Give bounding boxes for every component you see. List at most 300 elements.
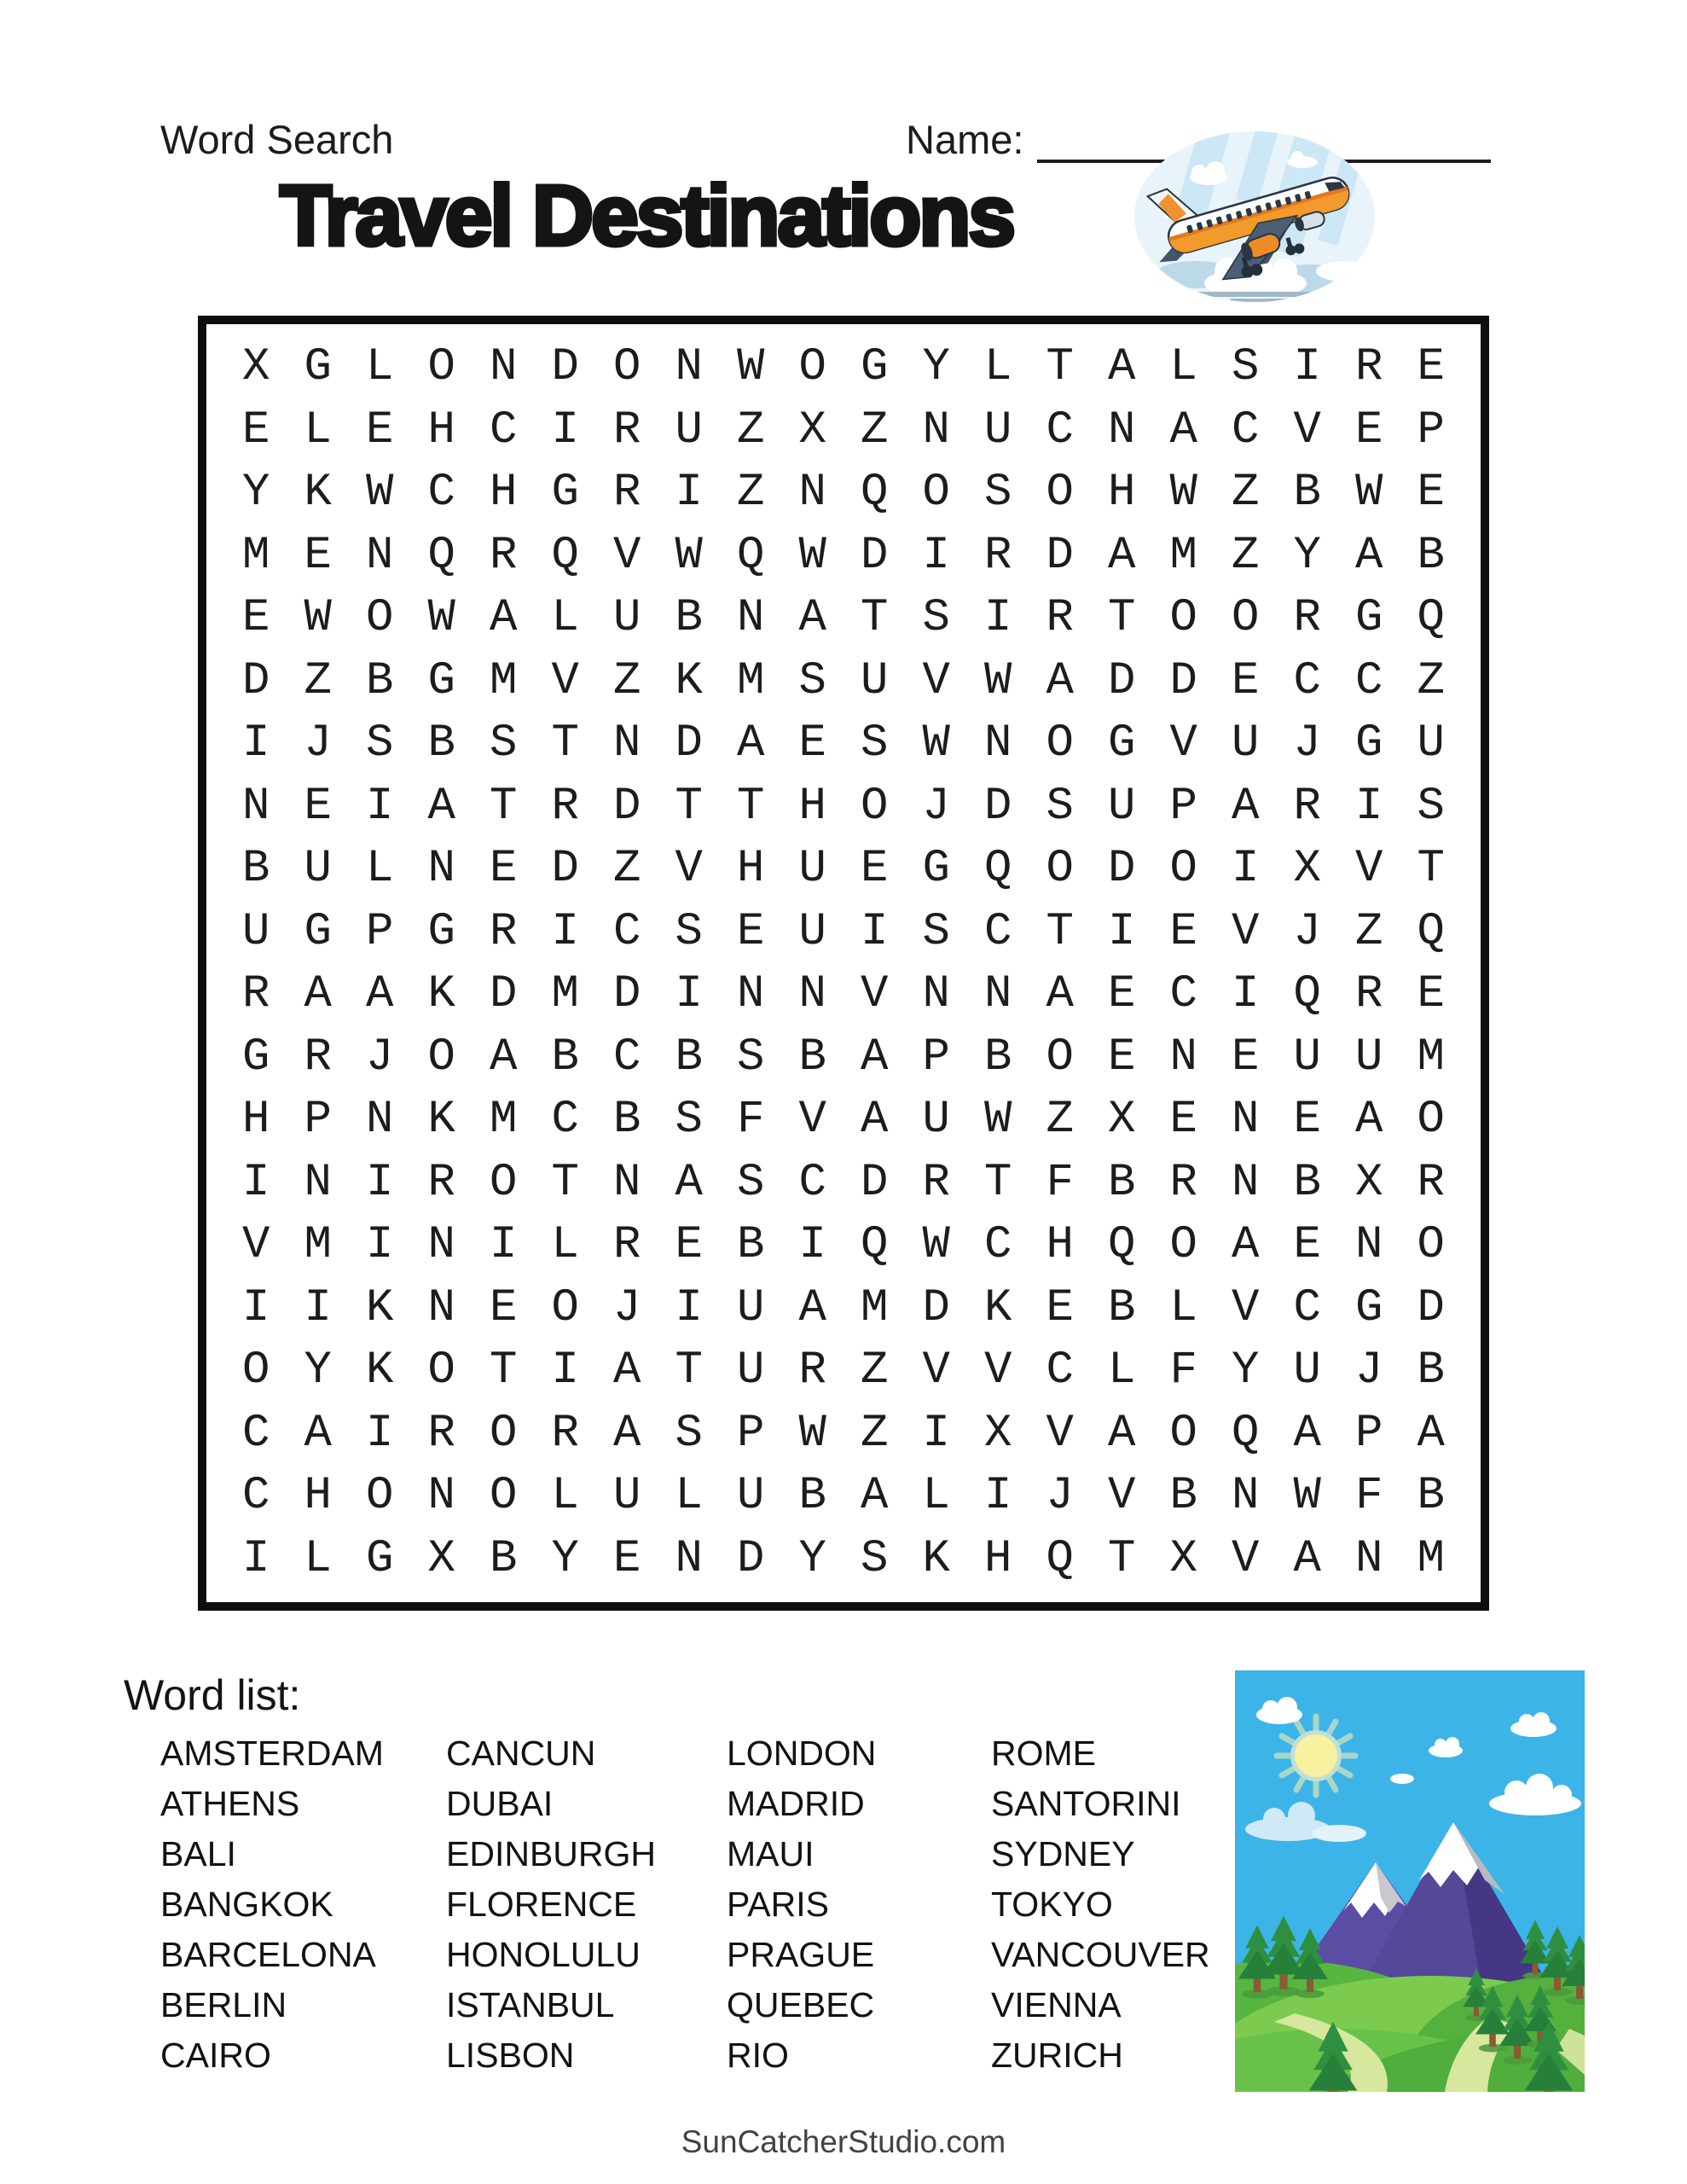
- grid-cell-letter: R: [242, 968, 270, 1021]
- grid-cell-letter: A: [675, 1156, 703, 1209]
- grid-cell-letter: E: [1293, 1094, 1321, 1147]
- word-list-column: [991, 1728, 1210, 2081]
- grid-cell-letter: T: [490, 780, 518, 833]
- landscape-illustration: [1235, 1670, 1585, 2092]
- grid-cell-letter: Y: [1232, 1345, 1260, 1397]
- grid-cell-letter: N: [1355, 1219, 1383, 1272]
- grid-cell-letter: T: [861, 592, 889, 645]
- grid-cell-letter: J: [1046, 1470, 1074, 1523]
- grid-cell-letter: O: [1046, 1031, 1074, 1083]
- grid-cell-letter: D: [861, 529, 889, 582]
- word-list-item: FLORENCE: [446, 1885, 637, 1924]
- grid-cell-letter: O: [861, 780, 889, 833]
- grid-cell-letter: L: [1169, 341, 1197, 394]
- grid-cell-letter: I: [490, 1219, 518, 1272]
- grid-row: [225, 1528, 1462, 1591]
- grid-cell-letter: E: [1417, 341, 1445, 394]
- grid-cell-letter: Z: [861, 404, 889, 456]
- grid-cell-letter: Q: [984, 843, 1012, 896]
- grid-cell-letter: E: [1108, 1031, 1136, 1083]
- grid-cell-letter: C: [242, 1470, 270, 1523]
- grid-cell-letter: T: [1108, 1532, 1136, 1585]
- grid-cell-letter: B: [366, 654, 394, 707]
- grid-cell-letter: R: [490, 905, 518, 958]
- grid-cell-letter: B: [1293, 1156, 1321, 1209]
- grid-cell-letter: A: [1108, 341, 1136, 394]
- grid-cell-letter: R: [427, 1156, 455, 1209]
- grid-cell-letter: S: [984, 467, 1012, 520]
- grid-cell-letter: S: [675, 905, 703, 958]
- word-list-item: SYDNEY: [991, 1834, 1135, 1873]
- grid-cell-letter: N: [675, 1532, 703, 1585]
- grid-cell-letter: Z: [1232, 467, 1260, 520]
- grid-cell-letter: T: [675, 1345, 703, 1397]
- grid-cell-letter: C: [984, 905, 1012, 958]
- grid-cell-letter: D: [1169, 654, 1197, 707]
- grid-cell-letter: H: [1108, 467, 1136, 520]
- grid-cell-letter: D: [490, 968, 518, 1021]
- grid-cell-letter: B: [798, 1031, 826, 1083]
- grid-cell-letter: U: [1293, 1345, 1321, 1397]
- grid-cell-letter: Z: [737, 467, 765, 520]
- grid-cell-letter: D: [551, 341, 579, 394]
- grid-cell-letter: D: [1046, 529, 1074, 582]
- grid-cell-letter: N: [427, 1219, 455, 1272]
- grid-cell-letter: A: [304, 968, 332, 1021]
- grid-cell-letter: T: [1417, 843, 1445, 896]
- grid-cell-letter: Q: [1293, 968, 1321, 1021]
- grid-cell-letter: G: [304, 905, 332, 958]
- grid-cell-letter: J: [366, 1031, 394, 1083]
- grid-cell-letter: N: [922, 968, 950, 1021]
- grid-cell-letter: H: [490, 467, 518, 520]
- word-list-item: HONOLULU: [446, 1935, 641, 1974]
- grid-cell-letter: Z: [1417, 654, 1445, 707]
- grid-cell-letter: C: [613, 905, 641, 958]
- grid-row: [225, 963, 1462, 1026]
- grid-cell-letter: W: [798, 529, 826, 582]
- grid-cell-letter: A: [861, 1470, 889, 1523]
- grid-cell-letter: S: [1417, 780, 1445, 833]
- grid-cell-letter: X: [1108, 1094, 1136, 1147]
- word-list-column: [446, 1728, 656, 2081]
- grid-cell-letter: C: [613, 1031, 641, 1083]
- grid-cell-letter: D: [861, 1156, 889, 1209]
- grid-cell-letter: O: [427, 1345, 455, 1397]
- grid-cell-letter: E: [1046, 1281, 1074, 1334]
- word-list-item: DUBAI: [446, 1784, 554, 1823]
- grid-cell-letter: I: [1355, 780, 1383, 833]
- word-list-item: EDINBURGH: [446, 1834, 657, 1873]
- grid-cell-letter: V: [242, 1219, 270, 1272]
- grid-cell-letter: I: [922, 1407, 950, 1460]
- grid-cell-letter: T: [551, 1156, 579, 1209]
- grid-cell-letter: T: [737, 780, 765, 833]
- grid-cell-letter: S: [922, 905, 950, 958]
- grid-cell-letter: I: [304, 1281, 332, 1334]
- grid-cell-letter: R: [1355, 341, 1383, 394]
- grid-cell-letter: U: [613, 592, 641, 645]
- grid-cell-letter: N: [1108, 404, 1136, 456]
- grid-cell-letter: F: [1355, 1470, 1383, 1523]
- worksheet-type-label: Word Search: [160, 117, 394, 162]
- grid-cell-letter: U: [737, 1281, 765, 1334]
- grid-cell-letter: A: [1232, 780, 1260, 833]
- grid-cell-letter: V: [798, 1094, 826, 1147]
- grid-cell-letter: A: [1293, 1532, 1321, 1585]
- grid-cell-letter: U: [861, 654, 889, 707]
- grid-row: [225, 1089, 1462, 1152]
- grid-cell-letter: I: [861, 905, 889, 958]
- grid-cell-letter: X: [1169, 1532, 1197, 1585]
- grid-cell-letter: C: [427, 467, 455, 520]
- grid-cell-letter: A: [1355, 1094, 1383, 1147]
- grid-cell-letter: V: [984, 1345, 1012, 1397]
- word-list-item: ZURICH: [991, 2036, 1123, 2075]
- grid-cell-letter: V: [1046, 1407, 1074, 1460]
- grid-cell-letter: V: [675, 843, 703, 896]
- grid-cell-letter: O: [490, 1407, 518, 1460]
- grid-row: [225, 1026, 1462, 1089]
- grid-cell-letter: O: [1232, 592, 1260, 645]
- grid-cell-letter: S: [1046, 780, 1074, 833]
- grid-cell-letter: W: [1169, 467, 1197, 520]
- grid-cell-letter: B: [242, 843, 270, 896]
- grid-cell-letter: K: [366, 1345, 394, 1397]
- grid-cell-letter: D: [675, 717, 703, 770]
- grid-cell-letter: Q: [551, 529, 579, 582]
- grid-cell-letter: B: [1108, 1156, 1136, 1209]
- grid-cell-letter: P: [304, 1094, 332, 1147]
- grid-cell-letter: L: [551, 592, 579, 645]
- grid-cell-letter: O: [427, 1031, 455, 1083]
- grid-cell-letter: B: [1108, 1281, 1136, 1334]
- grid-cell-letter: R: [1169, 1156, 1197, 1209]
- grid-cell-letter: O: [490, 1470, 518, 1523]
- word-list-item: ATHENS: [160, 1784, 300, 1823]
- grid-cell-letter: A: [798, 1281, 826, 1334]
- grid-cell-letter: I: [366, 1156, 394, 1209]
- grid-cell-letter: B: [1169, 1470, 1197, 1523]
- grid-cell-letter: G: [1355, 717, 1383, 770]
- grid-cell-letter: D: [1108, 654, 1136, 707]
- name-label: Name:: [906, 117, 1024, 162]
- grid-cell-letter: Y: [242, 467, 270, 520]
- grid-cell-letter: I: [1108, 905, 1136, 958]
- grid-row: [225, 336, 1462, 399]
- grid-cell-letter: G: [427, 654, 455, 707]
- grid-cell-letter: E: [1169, 905, 1197, 958]
- grid-cell-letter: T: [551, 717, 579, 770]
- grid-row: [225, 525, 1462, 588]
- word-list-item: ISTANBUL: [446, 1985, 615, 2024]
- grid-cell-letter: S: [675, 1407, 703, 1460]
- grid-cell-letter: U: [675, 404, 703, 456]
- grid-cell-letter: Y: [922, 341, 950, 394]
- grid-cell-letter: Y: [304, 1345, 332, 1397]
- grid-row: [225, 462, 1462, 525]
- grid-cell-letter: N: [427, 843, 455, 896]
- grid-cell-letter: S: [737, 1031, 765, 1083]
- grid-cell-letter: Z: [861, 1407, 889, 1460]
- grid-cell-letter: A: [861, 1031, 889, 1083]
- grid-cell-letter: H: [984, 1532, 1012, 1585]
- grid-cell-letter: A: [1046, 654, 1074, 707]
- word-list-column: [727, 1728, 876, 2081]
- word-list-item: VANCOUVER: [991, 1935, 1210, 1974]
- grid-cell-letter: V: [1232, 1281, 1260, 1334]
- grid-cell-letter: B: [1417, 1470, 1445, 1523]
- grid-row: [225, 1152, 1462, 1215]
- grid-cell-letter: C: [1293, 1281, 1321, 1334]
- grid-cell-letter: E: [304, 529, 332, 582]
- grid-cell-letter: I: [551, 905, 579, 958]
- grid-cell-letter: N: [1232, 1156, 1260, 1209]
- grid-cell-letter: N: [984, 968, 1012, 1021]
- grid-cell-letter: I: [242, 1156, 270, 1209]
- grid-cell-letter: N: [675, 341, 703, 394]
- grid-cell-letter: E: [737, 905, 765, 958]
- grid-cell-letter: E: [613, 1532, 641, 1585]
- grid-cell-letter: E: [490, 843, 518, 896]
- grid-cell-letter: I: [922, 529, 950, 582]
- grid-cell-letter: J: [613, 1281, 641, 1334]
- word-list-item: MADRID: [727, 1784, 865, 1823]
- grid-cell-letter: N: [737, 592, 765, 645]
- word-list-item: PARIS: [727, 1885, 829, 1924]
- grid-cell-letter: A: [427, 780, 455, 833]
- grid-cell-letter: L: [366, 843, 394, 896]
- grid-cell-letter: E: [1355, 404, 1383, 456]
- grid-cell-letter: C: [490, 404, 518, 456]
- grid-cell-letter: R: [984, 529, 1012, 582]
- grid-cell-letter: C: [1355, 654, 1383, 707]
- grid-cell-letter: Q: [737, 529, 765, 582]
- grid-cell-letter: X: [1355, 1156, 1383, 1209]
- grid-cell-letter: A: [1232, 1219, 1260, 1272]
- grid-cell-letter: E: [1293, 1219, 1321, 1272]
- grid-cell-letter: W: [922, 1219, 950, 1272]
- grid-cell-letter: V: [922, 654, 950, 707]
- grid-cell-letter: G: [242, 1031, 270, 1083]
- grid-cell-letter: F: [1046, 1156, 1074, 1209]
- grid-cell-letter: A: [613, 1407, 641, 1460]
- grid-cell-letter: A: [613, 1345, 641, 1397]
- grid-cell-letter: J: [1293, 717, 1321, 770]
- grid-cell-letter: B: [1417, 1345, 1445, 1397]
- grid-cell-letter: P: [1169, 780, 1197, 833]
- grid-cell-letter: R: [1417, 1156, 1445, 1209]
- word-list-item: CAIRO: [160, 2036, 271, 2075]
- grid-cell-letter: S: [737, 1156, 765, 1209]
- grid-cell-letter: C: [984, 1219, 1012, 1272]
- grid-cell-letter: N: [984, 717, 1012, 770]
- grid-row: [225, 1339, 1462, 1403]
- grid-cell-letter: Q: [1108, 1219, 1136, 1272]
- website-credit: SunCatcherStudio.com: [681, 2124, 1006, 2159]
- page-title: Travel Destinations: [280, 168, 1013, 264]
- grid-cell-letter: O: [366, 1470, 394, 1523]
- grid-cell-letter: Z: [613, 843, 641, 896]
- grid-cell-letter: V: [861, 968, 889, 1021]
- grid-cell-letter: L: [1169, 1281, 1197, 1334]
- grid-cell-letter: P: [366, 905, 394, 958]
- word-search-grid: [198, 316, 1489, 1611]
- grid-cell-letter: S: [861, 717, 889, 770]
- grid-cell-letter: D: [1108, 843, 1136, 896]
- grid-cell-letter: I: [242, 1281, 270, 1334]
- grid-cell-letter: K: [427, 968, 455, 1021]
- grid-cell-letter: N: [427, 1281, 455, 1334]
- grid-cell-letter: H: [427, 404, 455, 456]
- grid-cell-letter: O: [922, 467, 950, 520]
- airplane-illustration: [1128, 128, 1382, 305]
- grid-cell-letter: N: [1169, 1031, 1197, 1083]
- grid-cell-letter: A: [490, 592, 518, 645]
- grid-cell-letter: G: [1355, 592, 1383, 645]
- grid-cell-letter: C: [1046, 404, 1074, 456]
- grid-row: [225, 1465, 1462, 1528]
- grid-cell-letter: T: [984, 1156, 1012, 1209]
- grid-cell-letter: W: [1355, 467, 1383, 520]
- grid-cell-letter: A: [1169, 404, 1197, 456]
- grid-cell-letter: O: [1417, 1219, 1445, 1272]
- grid-cell-letter: Q: [861, 467, 889, 520]
- grid-cell-letter: T: [675, 780, 703, 833]
- grid-cell-letter: N: [366, 529, 394, 582]
- grid-cell-letter: C: [551, 1094, 579, 1147]
- grid-cell-letter: D: [922, 1281, 950, 1334]
- grid-cell-letter: A: [1108, 1407, 1136, 1460]
- grid-cell-letter: O: [1046, 467, 1074, 520]
- grid-cell-letter: D: [984, 780, 1012, 833]
- grid-cell-letter: H: [242, 1094, 270, 1147]
- grid-cell-letter: Q: [427, 529, 455, 582]
- grid-cell-letter: Y: [1293, 529, 1321, 582]
- grid-cell-letter: H: [798, 780, 826, 833]
- grid-cell-letter: O: [551, 1281, 579, 1334]
- grid-cell-letter: N: [1355, 1532, 1383, 1585]
- grid-cell-letter: M: [737, 654, 765, 707]
- grid-cell-letter: A: [1293, 1407, 1321, 1460]
- grid-cell-letter: D: [242, 654, 270, 707]
- grid-cell-letter: N: [798, 467, 826, 520]
- grid-cell-letter: I: [366, 780, 394, 833]
- grid-cell-letter: G: [551, 467, 579, 520]
- grid-cell-letter: U: [922, 1094, 950, 1147]
- grid-cell-letter: I: [551, 404, 579, 456]
- grid-row: [225, 775, 1462, 839]
- grid-cell-letter: O: [1169, 592, 1197, 645]
- grid-cell-letter: R: [1046, 592, 1074, 645]
- word-list-item: BERLIN: [160, 1985, 287, 2024]
- grid-cell-letter: O: [427, 341, 455, 394]
- grid-cell-letter: X: [984, 1407, 1012, 1460]
- grid-cell-letter: Z: [1355, 905, 1383, 958]
- grid-cell-letter: V: [922, 1345, 950, 1397]
- grid-cell-letter: N: [242, 780, 270, 833]
- grid-cell-letter: T: [490, 1345, 518, 1397]
- grid-cell-letter: A: [1417, 1407, 1445, 1460]
- grid-cell-letter: R: [551, 1407, 579, 1460]
- grid-cell-letter: I: [551, 1345, 579, 1397]
- grid-cell-letter: O: [242, 1345, 270, 1397]
- grid-cell-letter: V: [1293, 404, 1321, 456]
- grid-cell-letter: A: [1355, 529, 1383, 582]
- grid-cell-letter: U: [737, 1470, 765, 1523]
- grid-cell-letter: O: [490, 1156, 518, 1209]
- grid-cell-letter: K: [366, 1281, 394, 1334]
- grid-cell-letter: W: [798, 1407, 826, 1460]
- grid-cell-letter: Q: [861, 1219, 889, 1272]
- grid-cell-letter: M: [490, 654, 518, 707]
- grid-cell-letter: M: [1417, 1031, 1445, 1083]
- grid-row: [225, 712, 1462, 775]
- word-list-item: BARCELONA: [160, 1935, 376, 1974]
- grid-cell-letter: U: [242, 905, 270, 958]
- grid-cell-letter: S: [922, 592, 950, 645]
- grid-cell-letter: V: [551, 654, 579, 707]
- grid-row: [225, 650, 1462, 713]
- grid-cell-letter: E: [242, 404, 270, 456]
- grid-cell-letter: C: [1293, 654, 1321, 707]
- grid-cell-letter: R: [1293, 780, 1321, 833]
- grid-cell-letter: I: [1293, 341, 1321, 394]
- grid-cell-letter: E: [1417, 467, 1445, 520]
- grid-cell-letter: G: [366, 1532, 394, 1585]
- grid-cell-letter: B: [551, 1031, 579, 1083]
- grid-cell-letter: I: [675, 467, 703, 520]
- word-list-item: RIO: [727, 2036, 789, 2075]
- grid-cell-letter: U: [798, 843, 826, 896]
- grid-cell-letter: A: [366, 968, 394, 1021]
- grid-cell-letter: U: [737, 1345, 765, 1397]
- grid-cell-letter: E: [1417, 968, 1445, 1021]
- grid-cell-letter: G: [1355, 1281, 1383, 1334]
- grid-cell-letter: V: [1108, 1470, 1136, 1523]
- grid-cell-letter: Z: [304, 654, 332, 707]
- grid-cell-letter: I: [242, 1532, 270, 1585]
- grid-cell-letter: E: [798, 717, 826, 770]
- grid-cell-letter: N: [922, 404, 950, 456]
- grid-cell-letter: I: [798, 1219, 826, 1272]
- grid-cell-letter: P: [1417, 404, 1445, 456]
- grid-cell-letter: S: [675, 1094, 703, 1147]
- grid-cell-letter: B: [737, 1219, 765, 1272]
- grid-cell-letter: L: [922, 1470, 950, 1523]
- grid-cell-letter: K: [984, 1281, 1012, 1334]
- grid-cell-letter: M: [551, 968, 579, 1021]
- grid-cell-letter: P: [1355, 1407, 1383, 1460]
- grid-cell-letter: G: [304, 341, 332, 394]
- word-list-item: BALI: [160, 1834, 236, 1873]
- grid-cell-letter: N: [737, 968, 765, 1021]
- grid-cell-letter: Z: [1046, 1094, 1074, 1147]
- grid-cell-letter: Z: [737, 404, 765, 456]
- grid-cell-letter: W: [427, 592, 455, 645]
- grid-cell-letter: W: [675, 529, 703, 582]
- grid-row: [225, 838, 1462, 901]
- grid-cell-letter: H: [737, 843, 765, 896]
- grid-cell-letter: O: [1417, 1094, 1445, 1147]
- grid-cell-letter: I: [675, 1281, 703, 1334]
- grid-cell-letter: L: [1108, 1345, 1136, 1397]
- word-list-item: QUEBEC: [727, 1985, 875, 2024]
- word-list-item: SANTORINI: [991, 1784, 1181, 1823]
- grid-cell-letter: N: [1232, 1094, 1260, 1147]
- grid-cell-letter: L: [304, 1532, 332, 1585]
- grid-cell-letter: M: [242, 529, 270, 582]
